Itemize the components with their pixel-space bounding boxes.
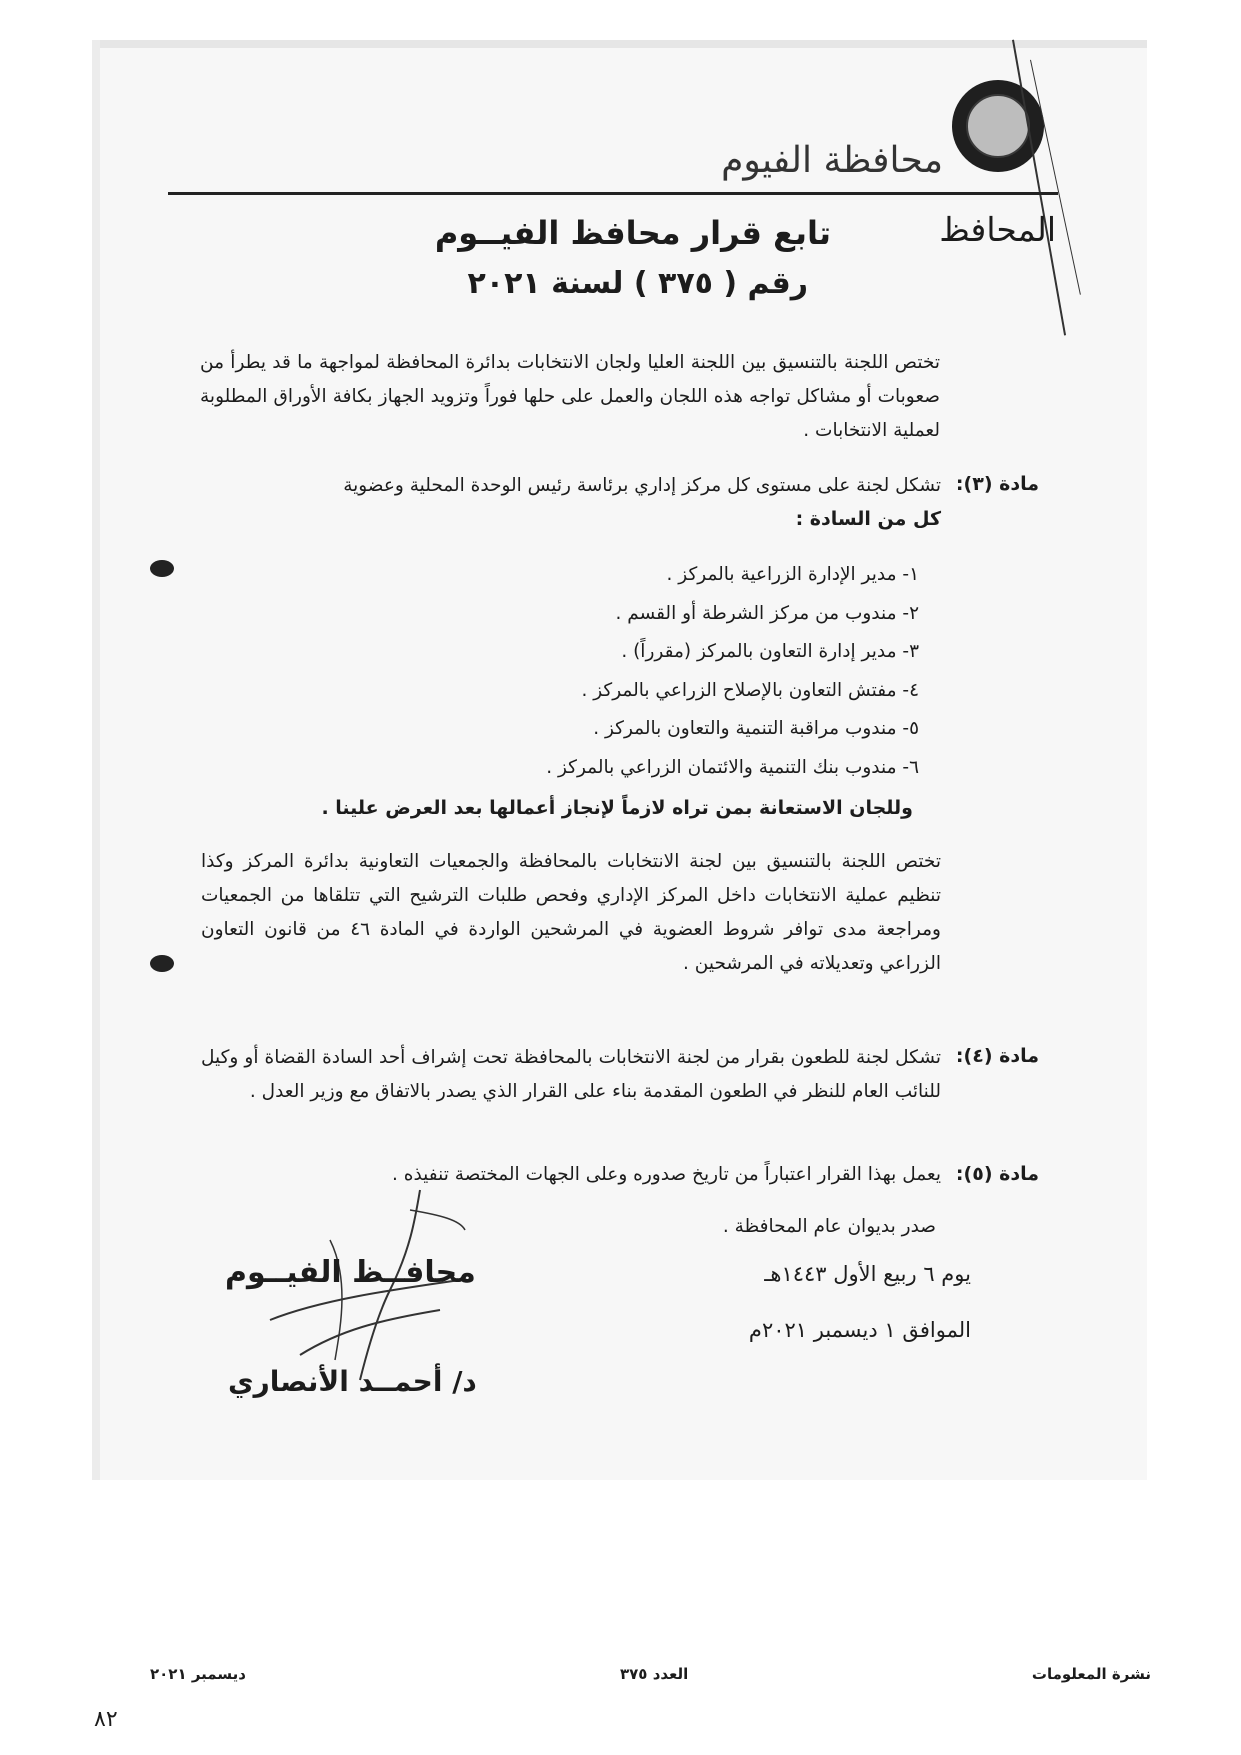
decree-number: رقم ( ٣٧٥ ) لسنة ٢٠٢١ [467,266,808,301]
scan-edge-top [92,40,1147,48]
governorate-name: محافظة الفيوم [721,140,943,181]
list-item: ٦- مندوب بنك التنمية والائتمان الزراعي بالمركز . [546,756,919,778]
footer-issue: العدد ٣٧٥ [620,1665,689,1683]
decree-title: تابع قرار محافظ الفيــوم [434,214,831,252]
footer-publication: نشرة المعلومات [1031,1665,1151,1683]
list-item: ٢- مندوب من مركز الشرطة أو القسم . [615,602,919,624]
article-3-duties: تختص اللجنة بالتنسيق بين لجنة الانتخابات بالمحافظة والجمعيات التعاونية بدائرة المركز وكذا تنظيم عملية الانتخابات داخل المركز الإداري وفحص طلبات الترشيح التي تتلقاها من الجمعيات ومراجعة مدى توافر شروط العضوية في المرشحين الواردة في المادة ٤٦ من قانون التعاون الزراعي وتعديلاته في المرشحين . [201,851,941,974]
scan-edge-left [92,40,100,1480]
committee-note: وللجان الاستعانة بمن تراه لازماً لإنجاز أعمالها بعد العرض علينا . [321,797,913,819]
ink-blot-icon [150,560,174,577]
seal-emblem-icon [966,94,1030,158]
intro-paragraph: تختص اللجنة بالتنسيق بين اللجنة العليا ولجان الانتخابات بدائرة المحافظة لمواجهة ما قد يطرأ من صعوبات أو مشاكل تواجه هذه اللجان والعمل على حلها فوراً وتزويد الجهاز بكافة الأوراق المطلوبة لعملية الانتخابات . [200,352,940,441]
ink-blot-icon [150,955,174,972]
signatory-title: محافــظ الفيــوم [225,1255,476,1290]
signatory-name: د/ أحمــد الأنصاري [228,1365,477,1398]
office-label: المحافظ [939,210,1056,249]
page-number: ٨٢ [94,1707,118,1732]
article-5-text: يعمل بهذا القرار اعتباراً من تاريخ صدوره وعلى الجهات المختصة تنفيذه . [392,1164,941,1185]
article-3-text: تشكل لجنة على مستوى كل مركز إداري برئاسة رئيس الوحدة المحلية وعضوية [343,475,941,496]
article-4-label: مادة (٤): [955,1045,1039,1067]
committee-members-list [546,556,919,787]
issued-at: صدر بديوان عام المحافظة . [722,1216,936,1237]
members-intro: كل من السادة : [795,508,941,530]
list-item: ٥- مندوب مراقبة التنمية والتعاون بالمركز . [593,718,919,739]
date-hijri: يوم ٦ ربيع الأول ١٤٤٣هـ [764,1262,971,1286]
article-5-label: مادة (٥): [955,1163,1039,1185]
header-divider [168,192,1058,195]
list-item: ٤- مفتش التعاون بالإصلاح الزراعي بالمركز . [581,679,919,701]
article-4-text: تشكل لجنة للطعون بقرار من لجنة الانتخابات بالمحافظة تحت إشراف أحد السادة القضاة أو وكيل للنائب العام للنظر في الطعون المقدمة بناء على القرار الذي يصدر بالاتفاق مع وزير العدل . [201,1047,941,1102]
footer-month: ديسمبر ٢٠٢١ [150,1665,246,1683]
list-item: ١- مدير الإدارة الزراعية بالمركز . [666,564,919,585]
list-item: ٣- مدير إدارة التعاون بالمركز (مقرراً) . [621,641,919,662]
date-gregorian: الموافق ١ ديسمبر ٢٠٢١م [748,1318,971,1342]
article-3-label: مادة (٣): [955,473,1039,495]
